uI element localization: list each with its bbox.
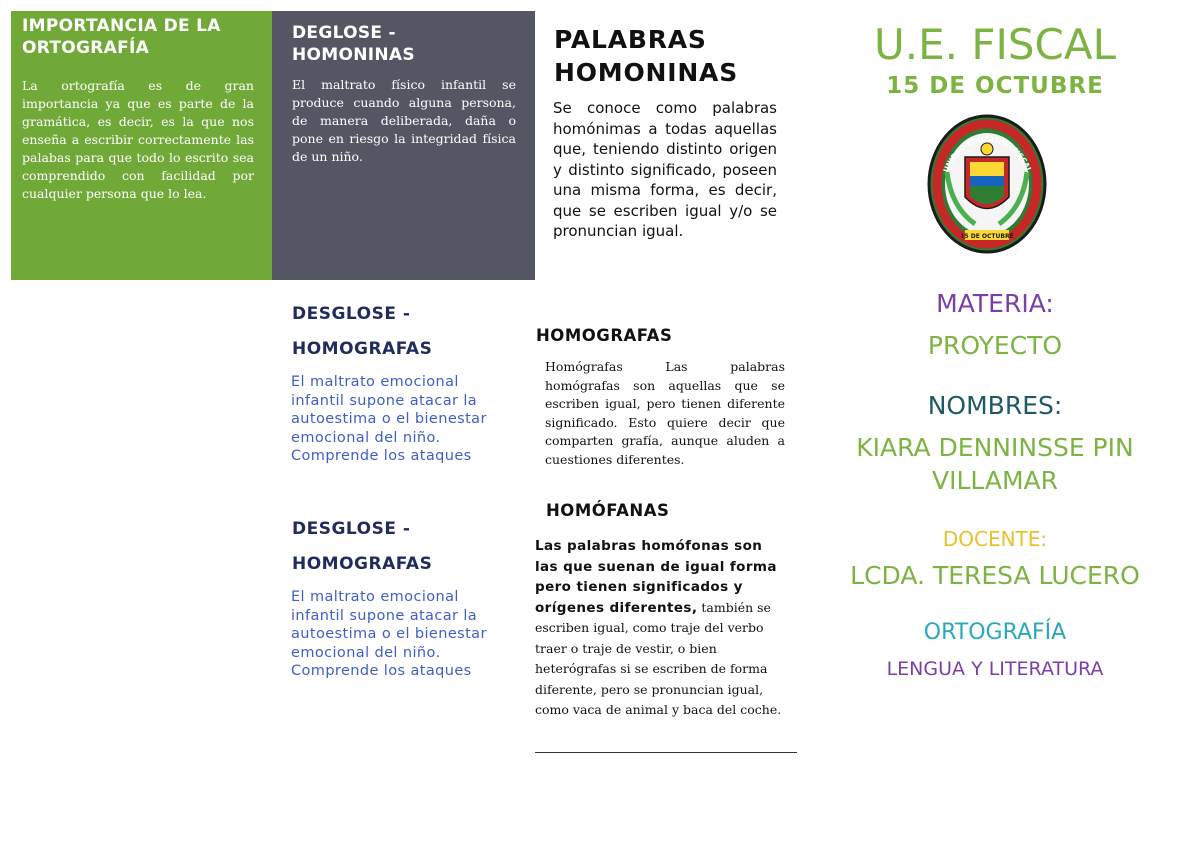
nombres-value-1: KIARA DENNINSSE PIN — [856, 433, 1134, 462]
desglose-2-title-b: HOMOGRAFAS — [292, 554, 433, 574]
school-date: 15 DE OCTUBRE — [886, 73, 1104, 99]
nombres-value-2: VILLAMAR — [931, 466, 1059, 495]
palabras-title: PALABRAS HOMONINAS — [554, 25, 739, 87]
homofonas-lead: Las palabras homófonas son las que suenan de igual forma pero tienen significados y orígenes diferentes, — [535, 538, 777, 616]
desglose-2-body: El maltrato emocional infantil supone atacar la autoestima o el bienestar emocional del niño. Comprende los ataques — [291, 589, 487, 679]
homofonas-paragraph — [535, 535, 785, 720]
desglose-1-title-b: HOMOGRAFAS — [292, 339, 433, 359]
deglose-body: El maltrato físico infantil se produce cuando alguna persona, de manera deliberada, daña o pone en riesgo la integridad física de un niño. — [292, 77, 516, 164]
materia-label: MATERIA: — [936, 289, 1054, 318]
svg-text:15 DE OCTUBRE: 15 DE OCTUBRE — [960, 233, 1014, 240]
homografas-body: Homógrafas Las palabras homógrafas son aquellas que se escriben igual, pero tienen diferente significado. Esto quiere decir que comparten grafía, aunque aluden a cuestiones diferentes. — [545, 359, 785, 467]
deglose-title: DEGLOSE - HOMONINAS — [292, 23, 415, 65]
subject-ortografia: ORTOGRAFÍA — [923, 620, 1067, 645]
desglose-1-title-a: DESGLOSE - — [292, 304, 411, 324]
homofonas-rest: también se escriben igual, como traje del verbo traer o traje de vestir, o bien heterógrafas si se escriben de forma diferente, pero se pronuncian igual, como vaca de animal y baca del coche. — [535, 599, 782, 717]
divider-line — [535, 752, 797, 753]
school-logo-icon — [925, 112, 1050, 257]
svg-text:UNIDAD EDUCATIVA FISCAL: UNIDAD EDUCATIVA FISCAL — [942, 135, 1033, 174]
importancia-title: IMPORTANCIA DE LA ORTOGRAFÍA — [22, 16, 221, 58]
homografas-title: HOMOGRAFAS — [536, 326, 673, 345]
docente-value: LCDA. TERESA LUCERO — [850, 561, 1140, 590]
school-name: U.E. FISCAL — [874, 20, 1116, 69]
importancia-body: La ortografía es de gran importancia ya que es parte de la gramática, es decir, es la que nos enseña a escribir correctamente las palabas para que todo lo escrito sea comprendido con facilidad por cualquier persona que lo lea. — [22, 78, 254, 201]
desglose-1-body: El maltrato emocional infantil supone atacar la autoestima o el bienestar emocional del niño. Comprende los ataques — [291, 374, 487, 464]
palabras-body: Se conoce como palabras homónimas a todas aquellas que, teniendo distinto origen y distinto significado, poseen una misma forma, es decir, que se escriben igual y/o se pronuncian igual. — [553, 99, 777, 240]
docente-label: DOCENTE: — [942, 527, 1048, 551]
subject-lengua: LENGUA Y LITERATURA — [886, 658, 1104, 680]
materia-value: PROYECTO — [927, 331, 1063, 360]
nombres-label: NOMBRES: — [927, 391, 1063, 420]
desglose-2-title-a: DESGLOSE - — [292, 519, 411, 539]
homofonas-title: HOMÓFANAS — [546, 501, 670, 520]
